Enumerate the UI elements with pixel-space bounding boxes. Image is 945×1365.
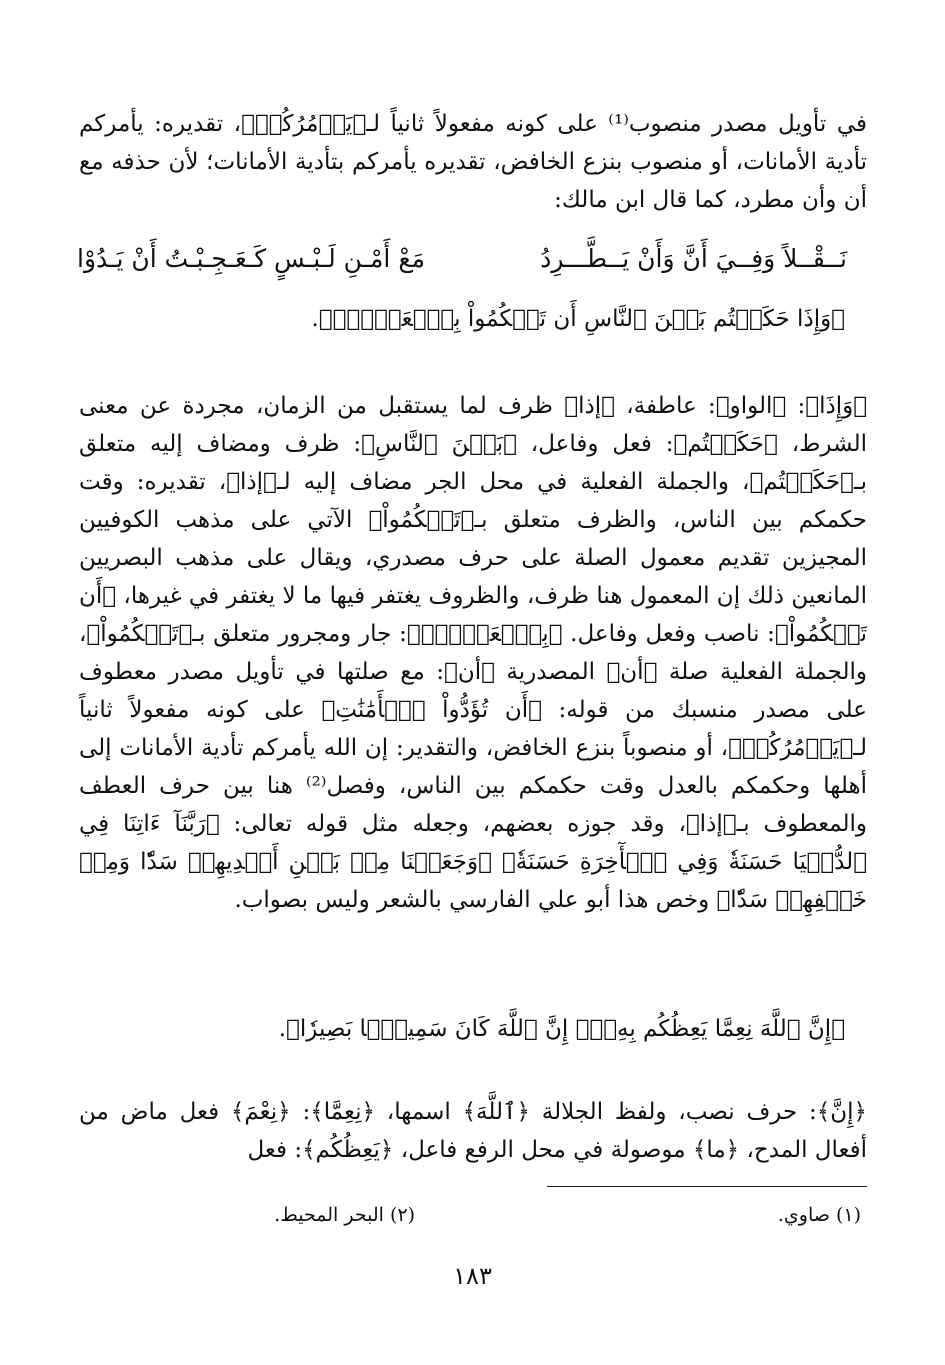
poem-verse [77,238,847,286]
verse-left-hemistich: مَعْ أَمْـنِ لَـبْـسٍ كَـعَـجِـبْـتُ أَنْ يَـدُوْا [77,244,426,273]
footnote-2: (٢) البحر المحيط. [274,1204,415,1226]
quran-ayah-2: ﴿إِنَّ ٱللَّهَ نِعِمَّا يَعِظُكُم بِهِۦٓۗ إِنَّ ٱللَّهَ كَانَ سَمِيعَۢا بَصِيرٗا﴾. [278,1016,845,1042]
footnote-1: (١) صاوي. [777,1204,861,1226]
paragraph-1: في تأويل مصدر منصوب⁽¹⁾ على كونه مفعولاً ثانياً لـ﴿يَأۡمُرُكُمۡ﴾، تقديره: يأمركم تأدية الأمانات، أو منصوب بنزع الخافض، تقديره يأمركم بتأدية الأمانات؛ لأن حذفه مع أن وأن مطرد، كما قال ابن مالك: [79,111,867,213]
quran-ayah-1: ﴿وَإِذَا حَكَمۡتُم بَيۡنَ ٱلنَّاسِ أَن تَحۡكُمُواْ بِٱلۡعَدۡلِۚ﴾. [311,306,845,332]
paragraph-3: ﴿إِنَّ﴾: حرف نصب، ولفظ الجلالة ﴿ٱللَّهَ﴾ اسمها، ﴿نِعِمَّا﴾: ﴿نِعْمَ﴾ فعل ماض من أفعال المدح، ﴿ما﴾ موصولة في محل الرفع فاعل، ﴿يَعِظُكُم﴾: فعل [79,1099,867,1163]
page-number: ١٨٣ [453,1262,492,1290]
paragraph-2: ﴿وَإِذَا﴾: ﴿الواو﴾: عاطفة، ﴿إذا﴾ ظرف لما يستقبل من الزمان، مجردة عن معنى الشرط، ﴿حَكَمۡتُم﴾: فعل وفاعل، ﴿بَيۡنَ ٱلنَّاسِ﴾: ظرف ومضاف إليه متعلق بـ﴿حَكَمۡتُم﴾، والجملة الفعلية في محل الجر مضاف إليه لـ﴿إذا﴾، تقديره: وقت حكمكم بين الناس، والظرف متعلق بـ﴿تَحۡكُمُواْ﴾ الآتي على مذهب الكوفيين المجيزين تقديم معمول الصلة على حرف مصدري، ويقال على مذهب البصريين المانعين ذلك إن المعمول هنا ظرف، والظروف يغتفر فيها ما لا يغتفر في غيرها، ﴿أَن تَحۡكُمُواْ﴾: ناصب وفعل وفاعل. ﴿بِٱلۡعَدۡلِۚ﴾: جار ومجرور متعلق بـ﴿تَحۡكُمُواْ﴾، والجملة الفعلية صلة ﴿أن﴾ المصدرية ﴿أن﴾: مع صلتها في تأويل مصدر معطوف على مصدر منسبك من قوله: ﴿أَن تُؤَدُّواْ ٱلۡأَمَٰنَٰتِ﴾ على كونه مفعولاً ثانياً لـ﴿يَأۡمُرُكُمۡ﴾، أو منصوباً بنزع الخافض، والتقدير: إن الله يأمركم تأدية الأمانات إلى أهلها وحكمكم بالعدل وقت حكمكم بين الناس، وفصل⁽²⁾ هنا بين حرف العطف والمعطوف بـ﴿إذا﴾، وقد جوزه بعضهم، وجعله مثل قوله تعالى: ﴿رَبَّنَآ ءَاتِنَا فِي ٱلدُّنۡيَا حَسَنَةٗ وَفِي ٱلۡأٓخِرَةِ حَسَنَةٗ﴾ ﴿وَجَعَلۡنَا مِنۢ بَيۡنِ أَيۡدِيهِمۡ سَدّٗا وَمِنۡ خَلۡفِهِمۡ سَدّٗا﴾ وخص هذا أبو علي الفارسي بالشعر وليس بصواب. [79,393,868,913]
footnote-separator [547,1186,867,1187]
verse-right-hemistich: نَــقْــلاً وَفِــيَ أَنَّ وَأَنْ يَــطَّـــرِدُ [540,244,847,273]
